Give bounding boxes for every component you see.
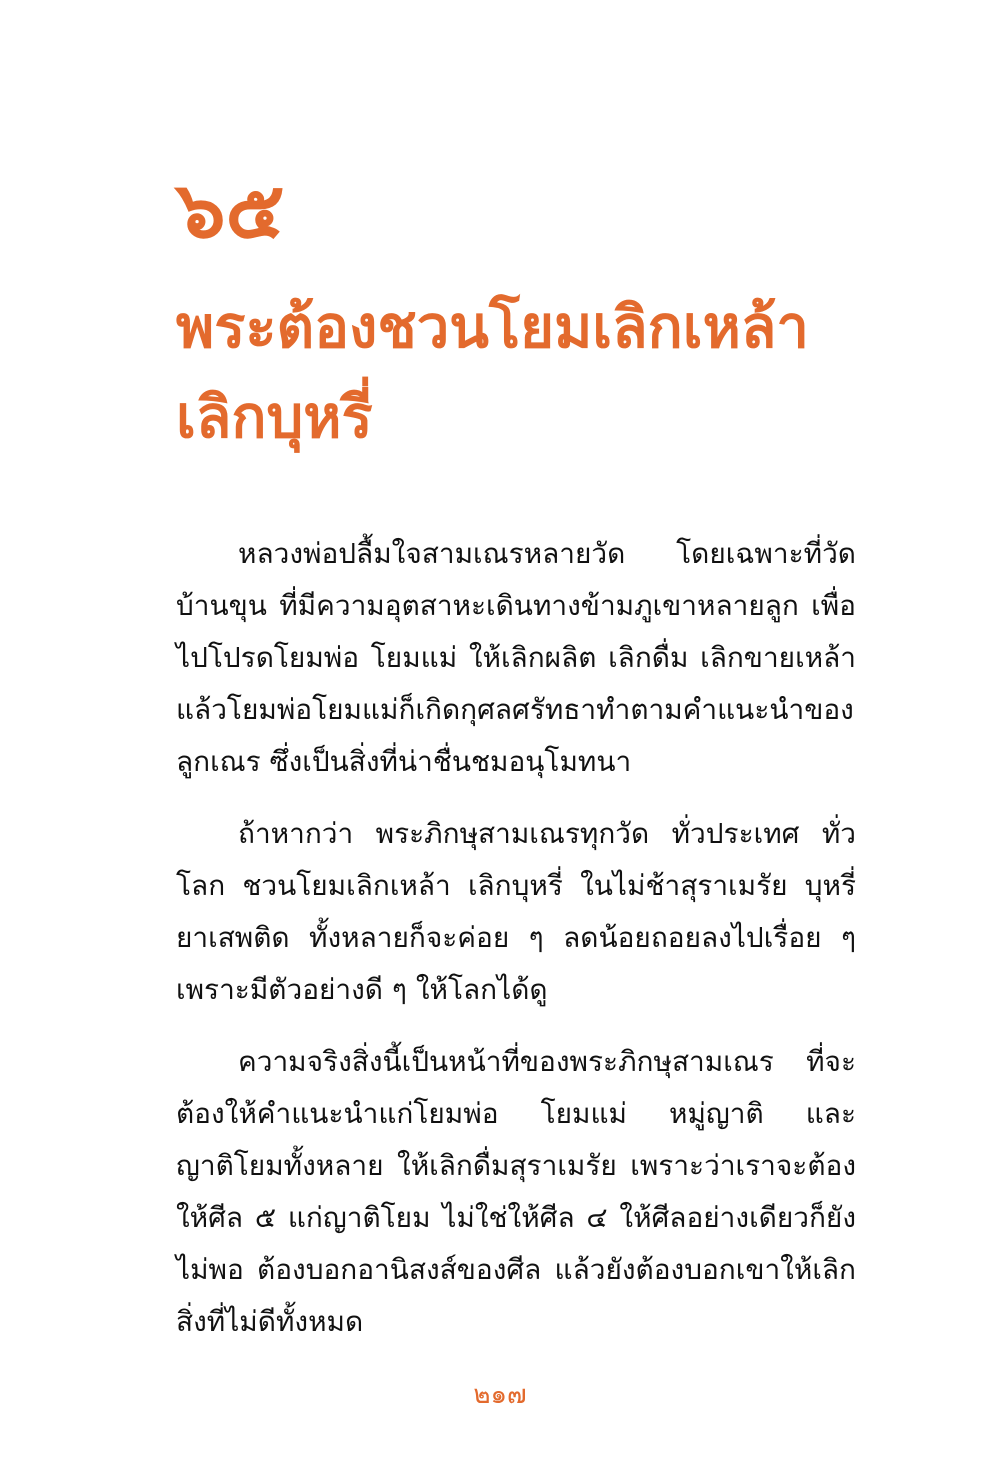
chapter-number: ๖๕	[176, 165, 285, 256]
chapter-title-line-2: เลิกบุหรี่	[176, 383, 373, 451]
paragraph-1: หลวงพ่อปลื้มใจสามเณรหลายวัด โดยเฉพาะที่วัดบ้านขุน ที่มีความอุตสาหะเดินทางข้ามภูเขาหลายลูก เพื่อไปโปรดโยมพ่อ โยมแม่ ให้เลิกผลิต เลิกดื่ม เลิกขายเหล้า แล้วโยมพ่อโยมแม่ก็เกิดกุศลศรัทธาทำตามคำแนะนำของลูกเณร ซึ่งเป็นสิ่งที่น่าชื่นชมอนุโมทนา	[176, 537, 856, 778]
chapter-title	[176, 282, 876, 462]
body-text	[176, 528, 856, 1368]
chapter-title-line-1: พระต้องชวนโยมเลิกเหล้า	[176, 293, 809, 361]
paragraph-2: ถ้าหากว่า พระภิกษุสามเณรทุกวัด ทั่วประเทศ ทั่วโลก ชวนโยมเลิกเหล้า เลิกบุหรี่ ในไม่ช้าสุราเมรัย บุหรี่ ยาเสพติด ทั้งหลายก็จะค่อย ๆ ลดน้อยถอยลงไปเรื่อย ๆ เพราะมีตัวอย่างดี ๆ ให้โลกได้ดู	[176, 817, 856, 1006]
paragraph-3: ความจริงสิ่งนี้เป็นหน้าที่ของพระภิกษุสามเณร ที่จะต้องให้คำแนะนำแก่โยมพ่อ โยมแม่ หมู่ญาติ และญาติโยมทั้งหลาย ให้เลิกดื่มสุราเมรัย เพราะว่าเราจะต้องให้ศีล ๕ แก่ญาติโยม ไม่ใช่ให้ศีล ๔ ให้ศีลอย่างเดียวก็ยังไม่พอ ต้องบอกอานิสงส์ของศีล แล้วยังต้องบอกเขาให้เลิกสิ่งที่ไม่ดีทั้งหมด	[176, 1045, 856, 1338]
page-number: ๒๑๗	[473, 1380, 527, 1410]
